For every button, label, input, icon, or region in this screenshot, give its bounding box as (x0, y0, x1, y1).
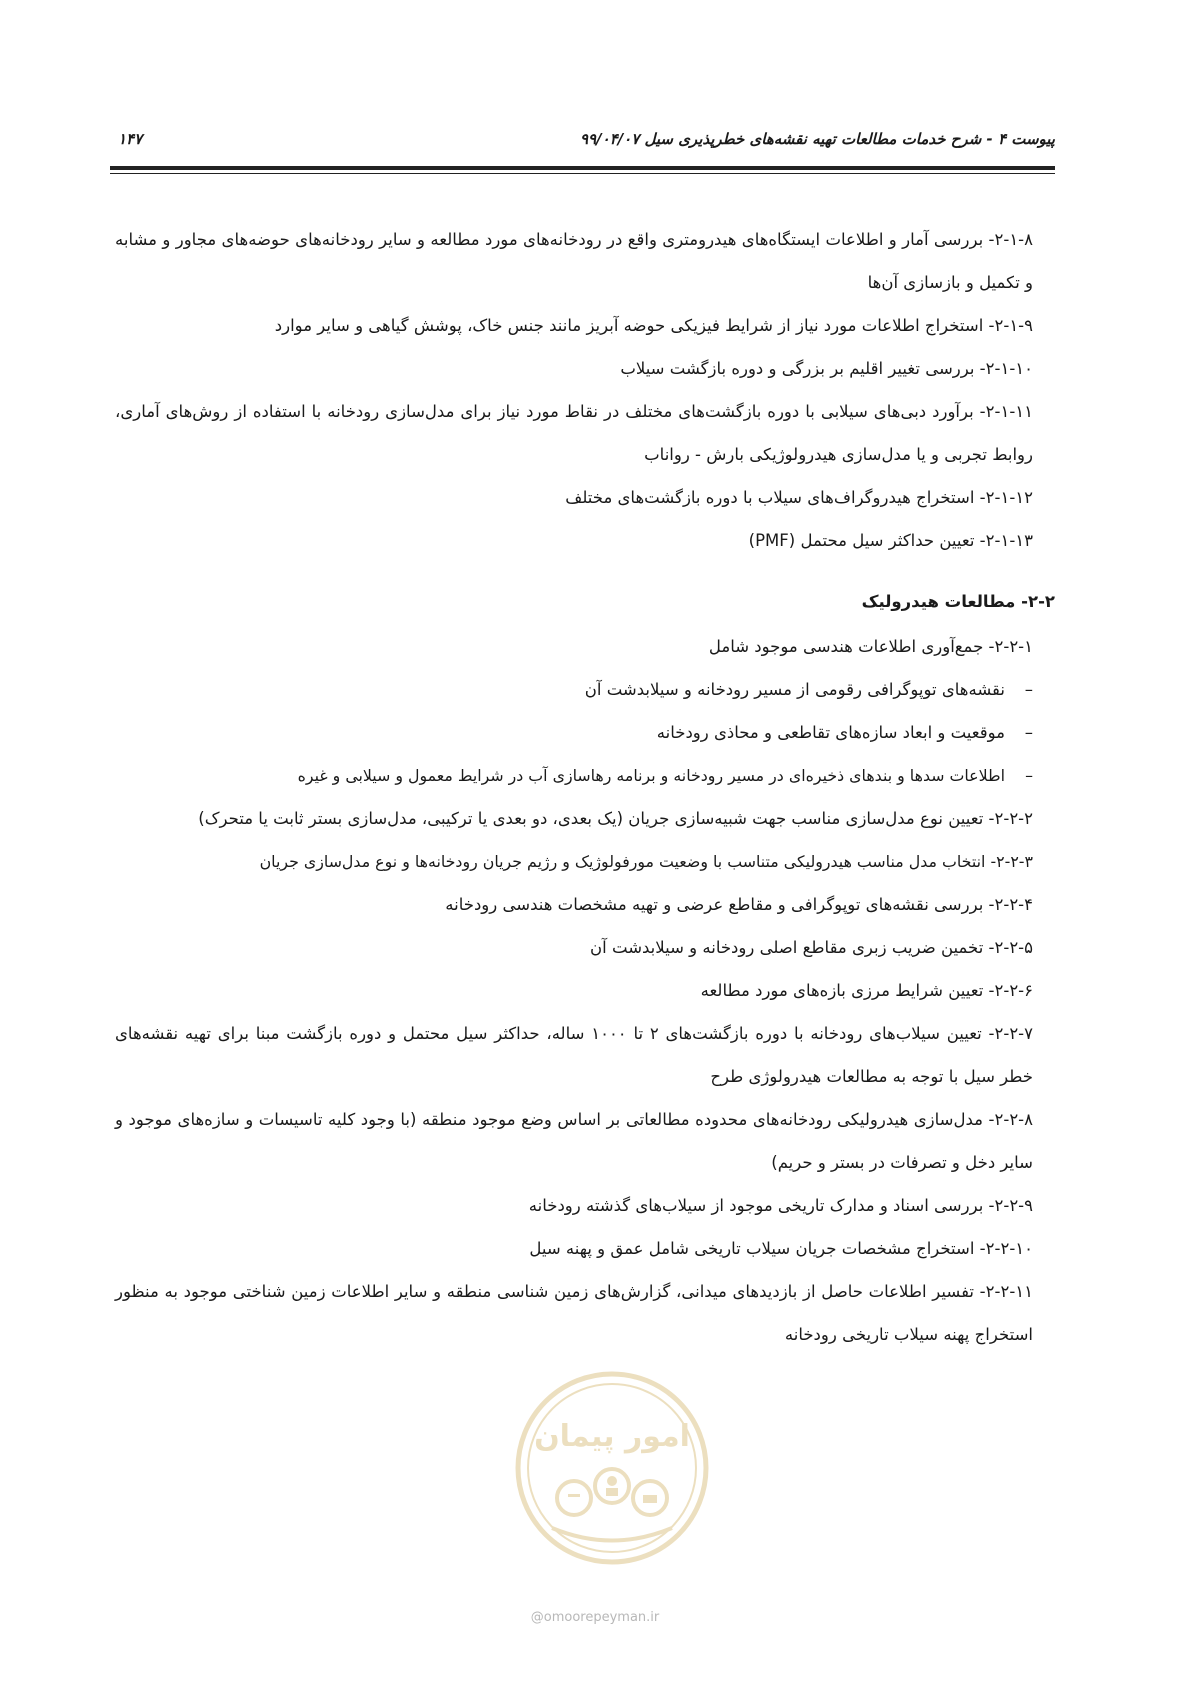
header-rule-thin (110, 173, 1055, 174)
paragraph-2-2-11: ۲-۲-۱۱- تفسیر اطلاعات حاصل از بازدیدهای میدانی، گزارش‌های زمین شناسی منطقه و سایر اطلاعات زمین شناختی موجود به منظور استخراج پهنه سیلاب تاریخی رودخانه (115, 1282, 1033, 1344)
page-number: ۱۴۷ (118, 130, 143, 148)
bullet-item (115, 711, 1055, 754)
document-body (115, 218, 1055, 1356)
paragraph-2-1-10: ۲-۱-۱۰- بررسی تغییر اقلیم بر بزرگی و دوره بازگشت سیلاب (620, 359, 1033, 378)
bullet-dash: – (1024, 723, 1033, 742)
paragraph-2-2-9: ۲-۲-۹- بررسی اسناد و مدارک تاریخی موجود از سیلاب‌های گذشته رودخانه (528, 1196, 1033, 1215)
paragraph-2-1-13: ۲-۱-۱۳- تعیین حداکثر سیل محتمل (PMF) (748, 531, 1033, 550)
watermark-url: @omoorepeyman.ir (530, 1610, 660, 1625)
bullet-dash: – (1024, 680, 1033, 699)
bullet-dash: – (1025, 766, 1033, 785)
bullet-text: اطلاعات سدها و بندهای ذخیره‌ای در مسیر رودخانه و برنامه رهاسازی آب در شرایط معمول و سیلابی و غیره (297, 766, 1005, 785)
header-rule-thick (110, 166, 1055, 170)
bullet-text: نقشه‌های توپوگرافی رقومی از مسیر رودخانه و سیلابدشت آن (584, 680, 1005, 699)
paragraph-2-1-11: ۲-۱-۱۱- برآورد دبی‌های سیلابی با دوره بازگشت‌های مختلف در نقاط مورد نیاز برای مدل‌سازی رودخانه با استفاده از روش‌های آماری، روابط تجربی و یا مدل‌سازی هیدرولوژیکی بارش - رواناب (115, 402, 1033, 464)
paragraph-2-1-8: ۲-۱-۸- بررسی آمار و اطلاعات ایستگاه‌های هیدرومتری واقع در رودخانه‌های مورد مطالعه و سایر رودخانه‌های حوضه‌های مجاور و مشابه و تکمیل و بازسازی آن‌ها (115, 230, 1033, 292)
paragraph-2-2-1: ۲-۲-۱- جمع‌آوری اطلاعات هندسی موجود شامل (708, 637, 1033, 656)
bullet-text: موقعیت و ابعاد سازه‌های تقاطعی و محاذی رودخانه (656, 723, 1005, 742)
paragraph-2-2-10: ۲-۲-۱۰- استخراج مشخصات جریان سیلاب تاریخی شامل عمق و پهنه سیل (529, 1239, 1033, 1258)
paragraph-2-2-2: ۲-۲-۲- تعیین نوع مدل‌سازی مناسب جهت شبیه‌سازی جریان (یک بعدی، دو بعدی یا ترکیبی، مدل‌سازی بستر ثابت یا متحرک) (198, 809, 1033, 828)
header-title: پیوست ۴ - شرح خدمات مطالعات تهیه نقشه‌های خطرپذیری سیل ۹۹/۰۴/۰۷ (580, 130, 1055, 148)
paragraph-2-2-7: ۲-۲-۷- تعیین سیلاب‌های رودخانه با دوره بازگشت‌های ۲ تا ۱۰۰۰ ساله، حداکثر سیل محتمل و دوره بازگشت مبنا برای تهیه نقشه‌های خطر سیل با توجه به مطالعات هیدرولوژی طرح (115, 1024, 1033, 1086)
paragraph-2-2-5: ۲-۲-۵- تخمین ضریب زبری مقاطع اصلی رودخانه و سیلابدشت آن (590, 938, 1033, 957)
section-heading-hydraulics: ۲-۲- مطالعات هیدرولیک (861, 592, 1055, 611)
bullet-item (115, 754, 1055, 797)
watermark-logo (512, 1368, 712, 1568)
page-header (110, 124, 1055, 154)
watermark-logo-text: امور پیمان (534, 1419, 690, 1454)
paragraph-2-1-12: ۲-۱-۱۲- استخراج هیدروگراف‌های سیلاب با دوره بازگشت‌های مختلف (565, 488, 1033, 507)
paragraph-2-2-4: ۲-۲-۴- بررسی نقشه‌های توپوگرافی و مقاطع عرضی و تهیه مشخصات هندسی رودخانه (445, 895, 1033, 914)
bullet-item (115, 668, 1055, 711)
paragraph-2-2-3: ۲-۲-۳- انتخاب مدل مناسب هیدرولیکی متناسب با وضعیت مورفولوژیک و رژیم جریان رودخانه‌ها و نوع مدل‌سازی جریان (259, 852, 1033, 871)
paragraph-2-2-6: ۲-۲-۶- تعیین شرایط مرزی بازه‌های مورد مطالعه (700, 981, 1033, 1000)
paragraph-2-2-8: ۲-۲-۸- مدل‌سازی هیدرولیکی رودخانه‌های محدوده مطالعاتی بر اساس وضع موجود منطقه (با وجود کلیه تاسیسات و سازه‌های موجود و سایر دخل و تصرفات در بستر و حریم) (115, 1110, 1033, 1172)
paragraph-2-1-9: ۲-۱-۹- استخراج اطلاعات مورد نیاز از شرایط فیزیکی حوضه آبریز مانند جنس خاک، پوشش گیاهی و سایر موارد (274, 316, 1033, 335)
